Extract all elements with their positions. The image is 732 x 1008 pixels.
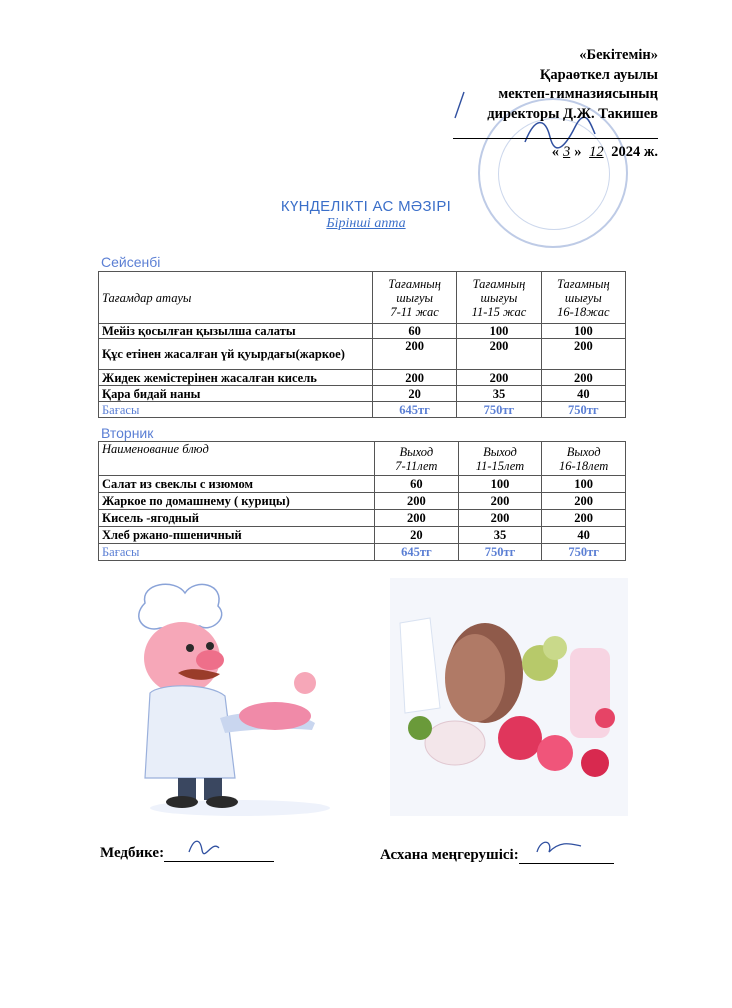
approval-school: мектеп-гимназиясының [498, 86, 658, 102]
nurse-signature [164, 836, 234, 856]
signature-line [453, 138, 658, 139]
approval-title: «Бекітемін» [579, 47, 658, 63]
canteen-signature [519, 836, 599, 858]
date-month: 12 [589, 144, 604, 160]
menu-illustrations [100, 578, 628, 816]
day1-menu-table [98, 271, 626, 418]
approval-director: директоры Д.Ж. Такишев [487, 105, 658, 122]
table-row: Мейіз қосылған қызылша салаты 60 100 100 [99, 324, 626, 339]
canteen-signature-line [519, 836, 614, 864]
nurse-label: Медбике: [100, 845, 165, 861]
day1-label: Сейсенбі [101, 254, 161, 270]
nurse-signature-line [164, 836, 274, 862]
header-col-7-11: Тағамның шығуы 7-11 жас [372, 272, 456, 324]
table-row: Қара бидай наны 20 35 40 [99, 386, 626, 402]
table-row: Құс етінен жасалған үй қуырдағы(жаркое) 200 200 200 [99, 339, 626, 370]
menu-subtitle: Бірінші апта [326, 216, 406, 231]
price-row: Бағасы 645тг 750тг 750тг [99, 402, 626, 418]
nurse-signature-field [100, 836, 274, 862]
table-row: Хлеб ржано-пшеничный 20 35 40 [99, 527, 626, 544]
header-dish-name: Наименование блюд [99, 442, 375, 476]
approval-village: Қараөткел ауылы [539, 66, 658, 83]
chef-illustration [139, 584, 330, 816]
header-col-7-11: Выход 7-11лет [375, 442, 459, 476]
header-col-16-18: Выход 16-18лет [542, 442, 626, 476]
menu-title: КҮНДЕЛІКТІ АС МӘЗІРІ [280, 198, 452, 215]
menu-heading [0, 198, 732, 232]
approval-block [453, 46, 658, 163]
canteen-signature-field [380, 836, 614, 864]
header-col-11-15: Тағамның шығуы 11-15 жас [457, 272, 541, 324]
header-dish-name: Тағамдар атауы [99, 272, 373, 324]
canteen-label: Асхана меңгерушісі: [380, 847, 519, 863]
table-row: Жидек жемістерінен жасалған кисель 200 200 200 [99, 370, 626, 386]
table-header-row [99, 442, 626, 476]
day2-label: Вторник [101, 425, 154, 441]
table-row: Кисель -ягодный 200 200 200 [99, 510, 626, 527]
day2-menu-table [98, 441, 626, 561]
date-day: 3 [562, 144, 571, 160]
price-row: Бағасы 645тг 750тг 750тг [99, 544, 626, 561]
table-row: Жаркое по домашнему ( курицы) 200 200 200 [99, 493, 626, 510]
header-col-16-18: Тағамның шығуы 16-18жас [541, 272, 625, 324]
header-col-11-15: Выход 11-15лет [458, 442, 542, 476]
date-year: 2024 ж. [611, 144, 658, 160]
table-row: Салат из свеклы с изюмом 60 100 100 [99, 476, 626, 493]
table-header-row [99, 272, 626, 324]
approval-date: « 3 » 12 2024 ж. [551, 144, 658, 160]
dairy-food-illustration [390, 578, 628, 816]
